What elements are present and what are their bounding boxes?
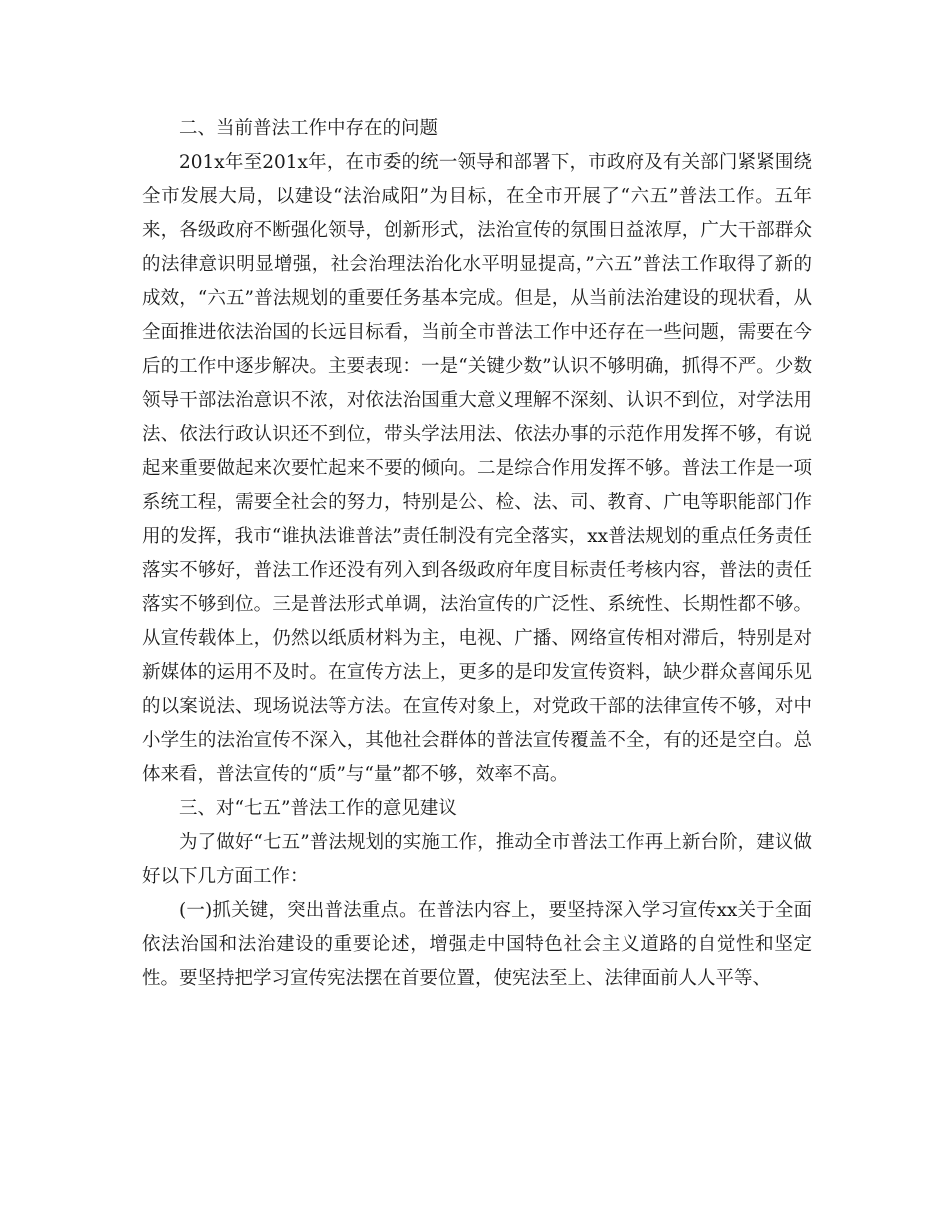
paragraph-suggestions-intro: 为了做好“七五”普法规划的实施工作，推动全市普法工作再上新台阶，建议做好以下几方面工作：	[142, 832, 812, 887]
paragraph-problems-body: 201x年至201x年，在市委的统一领导和部署下，市政府及有关部门紧紧围绕全市发展大局，以建设“法治咸阳”为目标，在全市开展了“六五”普法工作。五年来，各级政府不断强化领导，创新形式，法治宣传的氛围日益浓厚，广大干部群众的法律意识明显增强，社会治理法治化水平明显提高，”六五”普法工作取得了新的成效，“六五”普法规划的重要任务基本完成。但是，从当前法治建设的现状看，从全面推进依法治国的长远目标看，当前全市普法工作中还存在一些问题，需要在今后的工作中逐步解决。主要表现：一是“关键少数”认识不够明确，抓得不严。少数领导干部法治意识不浓，对依法治国重大意义理解不深刻、认识不到位，对学法用法、依法行政认识还不到位，带头学法用法、依法办事的示范作用发挥不够，有说起来重要做起来次要忙起来不要的倾向。二是综合作用发挥不够。普法工作是一项系统工程，需要全社会的努力，特别是公、检、法、司、教育、广电等职能部门作用的发挥，我市“谁执法谁普法”责任制没有完全落实，xx普法规划的重点任务责任落实不够好，普法工作还没有列入到各级政府年度目标责任考核内容，普法的责任落实不够到位。三是普法形式单调，法治宣传的广泛性、系统性、长期性都不够。从宣传载体上，仍然以纸质材料为主，电视、广播、网络宣传相对滞后，特别是对新媒体的运用不及时。在宣传方法上，更多的是印发宣传资料，缺少群众喜闻乐见的以案说法、现场说法等方法。在宣传对象上，对党政干部的法律宣传不够，对中小学生的法治宣传不深入，其他社会群体的普法宣传覆盖不全，有的还是空白。总体来看，普法宣传的“质”与“量”都不够，效率不高。	[142, 152, 812, 785]
section-heading-problems: 二、当前普法工作中存在的问题	[179, 118, 439, 139]
document-body	[142, 112, 812, 996]
section-heading-suggestions: 三、对“七五”普法工作的意见建议	[179, 798, 457, 819]
paragraph-key-points: (一)抓关键，突出普法重点。在普法内容上，要坚持深入学习宣传xx关于全面依法治国和法治建设的重要论述，增强走中国特色社会主义道路的自觉性和坚定性。要坚持把学习宣传宪法摆在首要位置，使宪法至上、法律面前人人平等、	[142, 900, 812, 989]
